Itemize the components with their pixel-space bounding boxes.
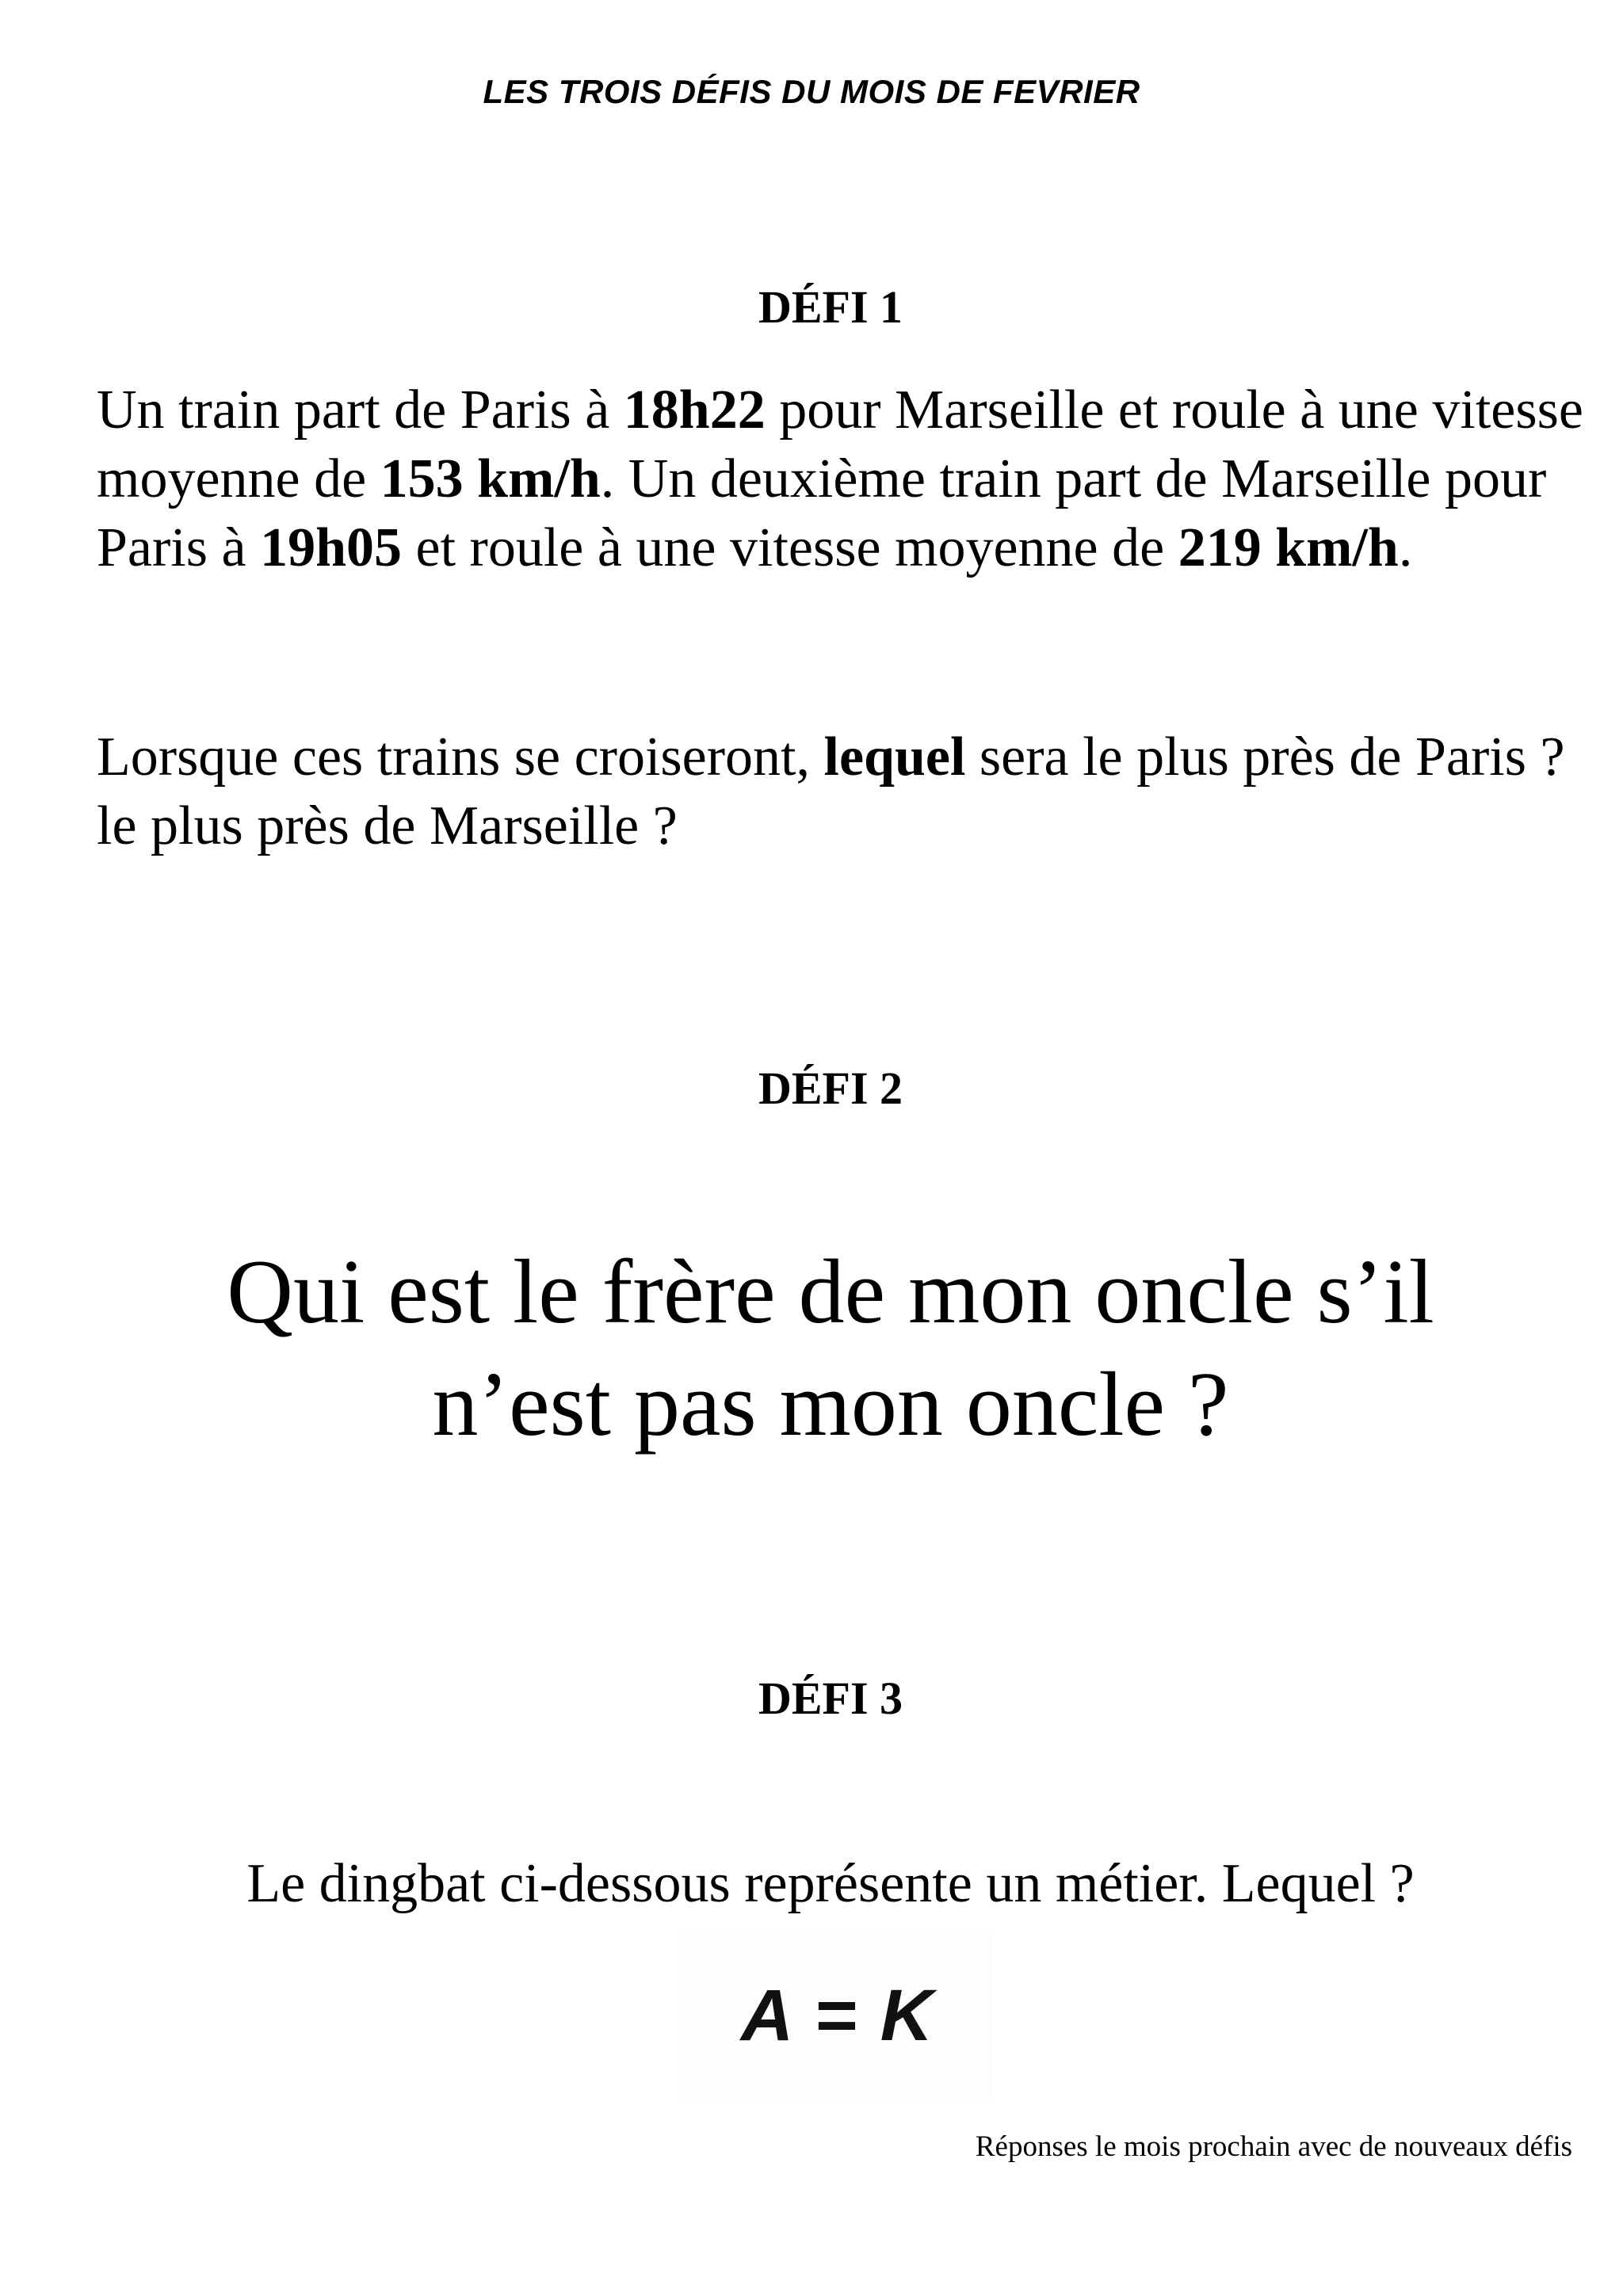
defi3-heading: DÉFI 3	[758, 1672, 903, 1724]
defi1-speed-train1: 153 km/h	[380, 448, 601, 509]
dingbat-image	[683, 1928, 992, 2103]
defi1-text-part: .	[1398, 517, 1413, 578]
defi1-speed-train2: 219 km/h	[1178, 517, 1399, 578]
defi1-question	[97, 723, 1587, 860]
defi1-text-part: Un train part de Paris à	[97, 379, 624, 441]
defi1-departure-time-paris: 18h22	[623, 379, 766, 441]
defi2-question-line2: n’est pas mon oncle ?	[432, 1354, 1229, 1455]
defi1-departure-time-marseille: 19h05	[260, 517, 403, 578]
defi1-text-part: . Un deuxième train part de Marseille pour Paris à	[97, 448, 1547, 578]
defi2-heading: DÉFI 2	[758, 1062, 903, 1114]
defi1-question-part: sera le plus près de Paris ? le plus près de Marseille ?	[97, 727, 1565, 856]
defi2-question-line1: Qui est le frère de mon oncle s’il	[227, 1241, 1434, 1343]
dingbat-text: A = K	[740, 1974, 935, 2056]
footer-note: Réponses le mois prochain avec de nouveaux défis	[975, 2130, 1572, 2163]
defi1-question-part: Lorsque ces trains se croiseront,	[97, 727, 824, 788]
defi2-question	[0, 1236, 1623, 1461]
page-title: LES TROIS DÉFIS DU MOIS DE FEVRIER	[483, 73, 1140, 110]
defi1-question-emphasis: lequel	[823, 727, 966, 788]
defi3-statement: Le dingbat ci-dessous représente un métier. Lequel ?	[246, 1853, 1415, 1914]
defi1-text-part: pour Marseille et roule à une vitesse moyenne de	[97, 379, 1583, 509]
defi1-heading: DÉFI 1	[758, 281, 903, 333]
defi1-text-part: et roule à une vitesse moyenne de	[402, 517, 1178, 578]
defi1-statement	[97, 376, 1587, 582]
